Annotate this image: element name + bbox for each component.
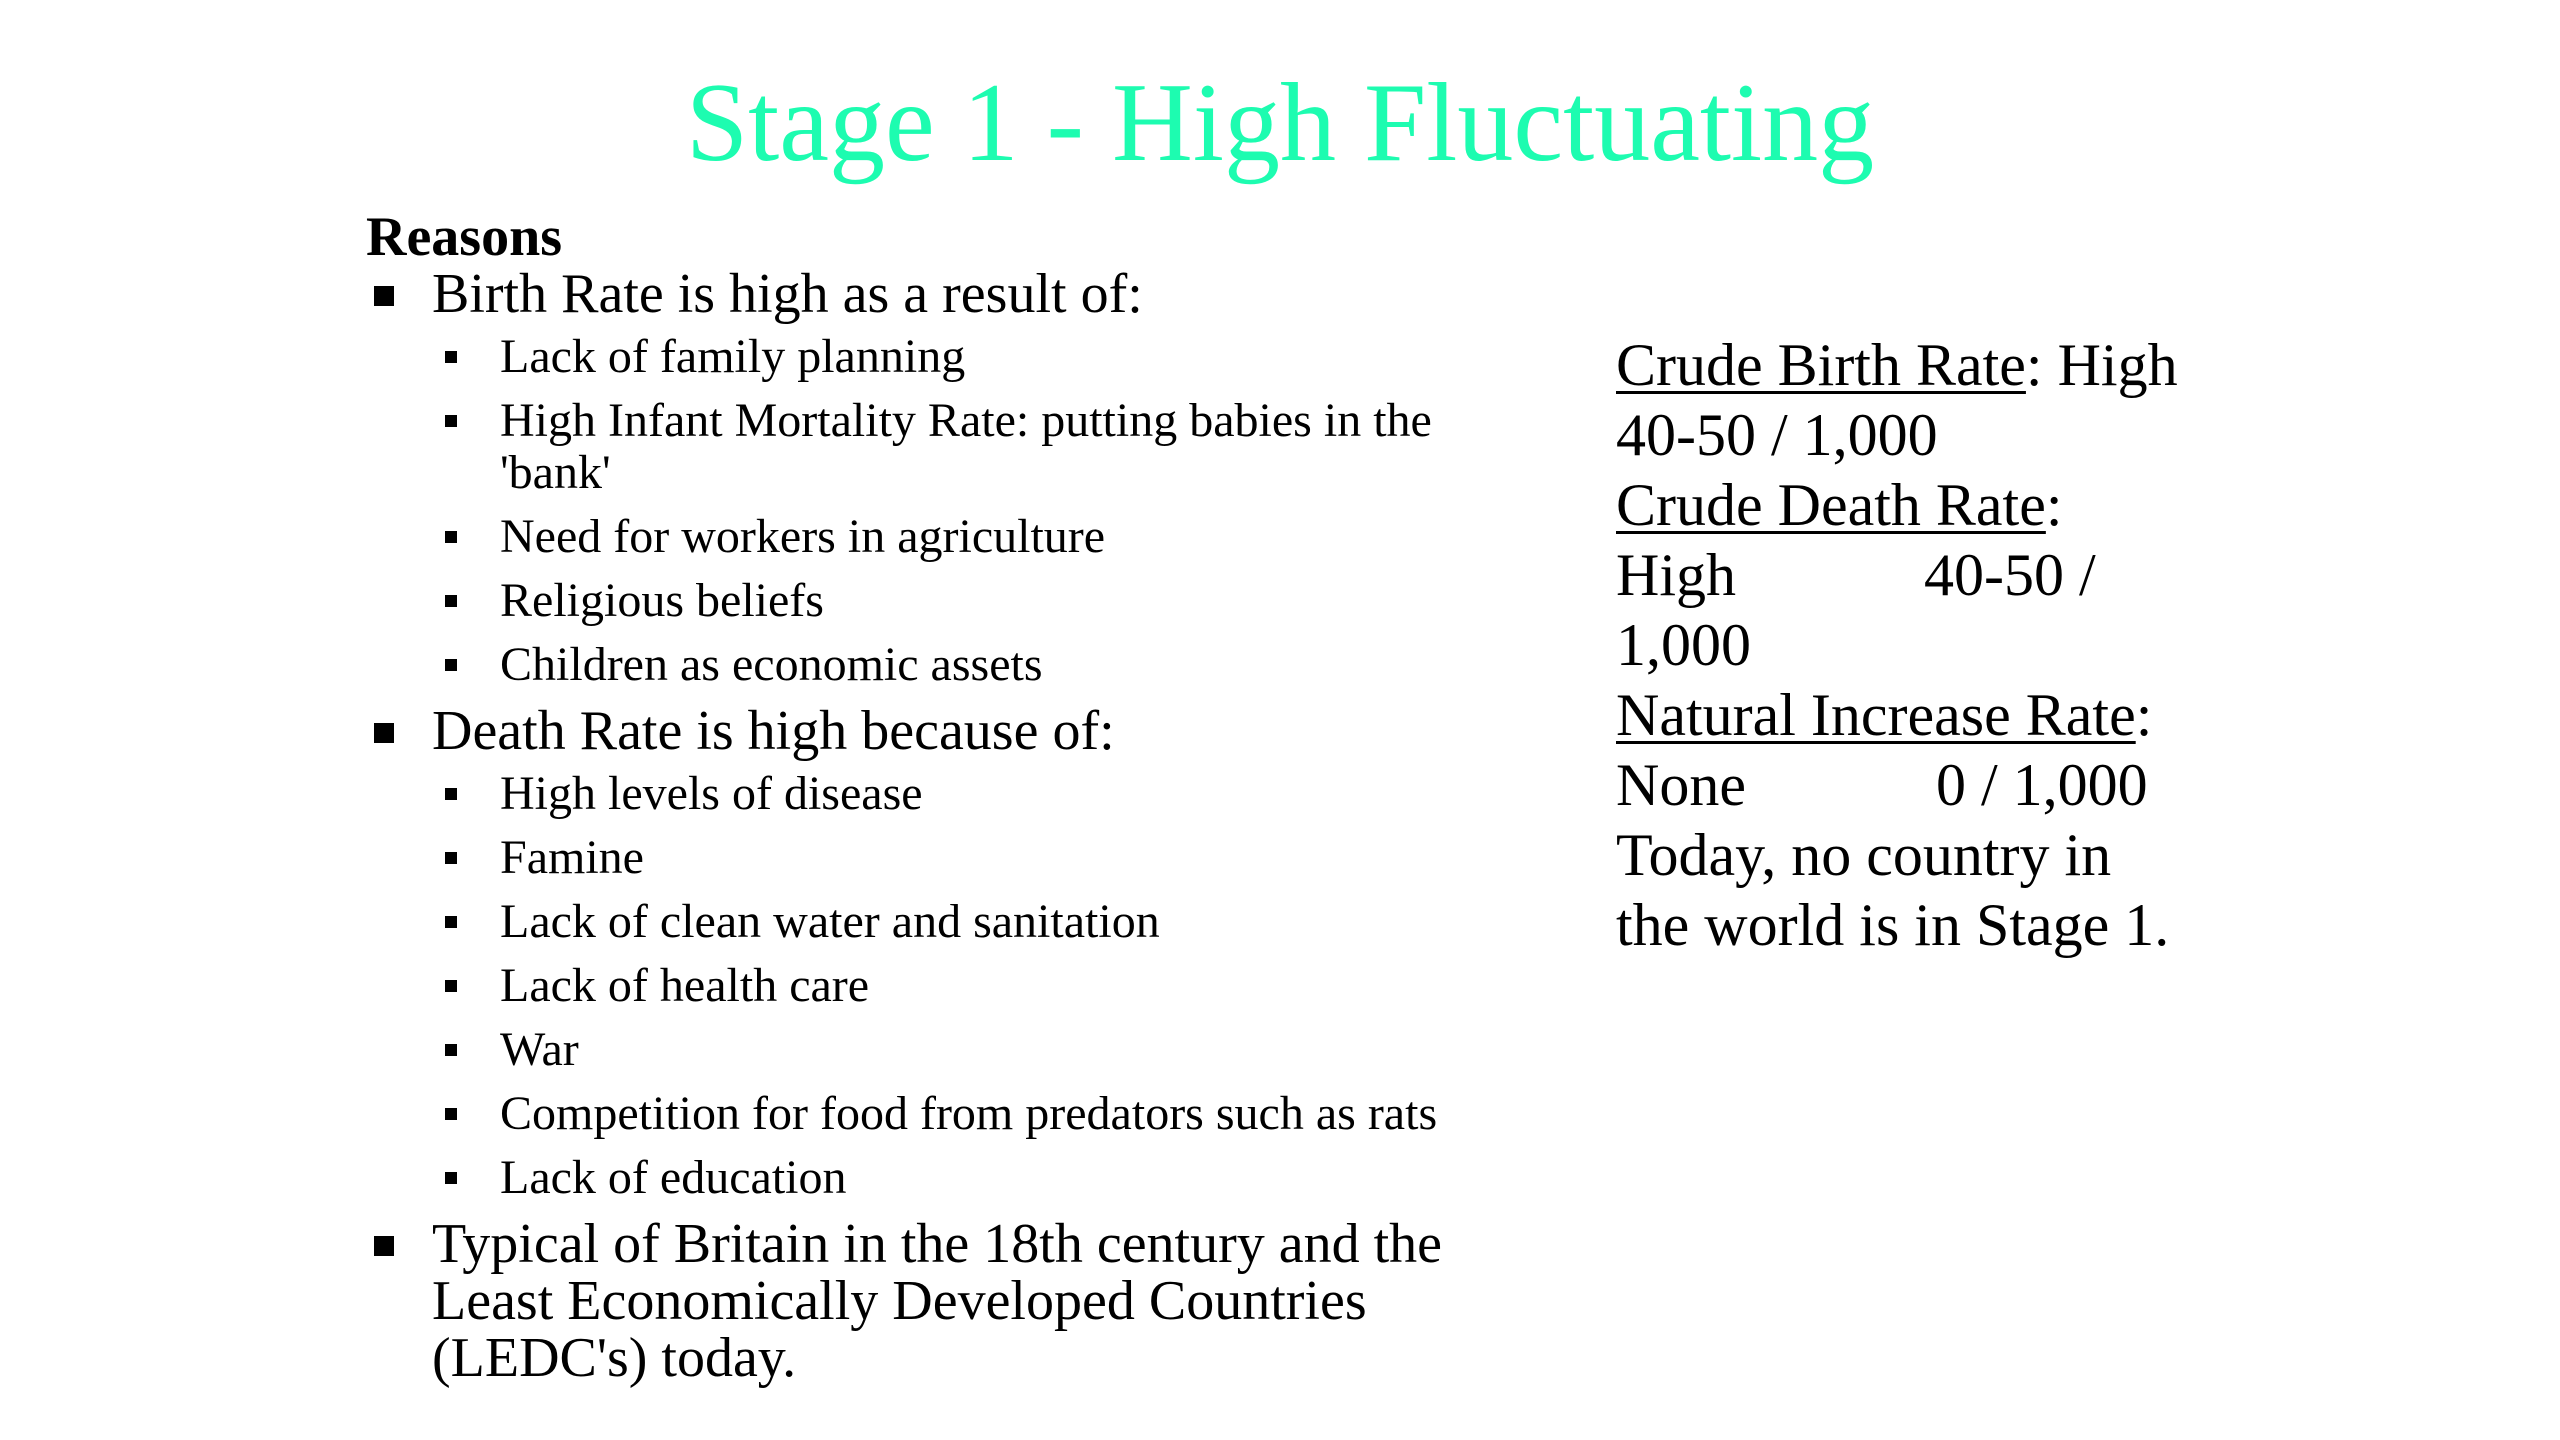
birth-rate-point-text: Birth Rate is high as a result of: [432,263,1143,325]
small-square-bullet-icon [445,531,457,543]
list-item-text: Lack of education [500,1151,847,1204]
small-square-bullet-icon [445,595,457,607]
small-square-bullet-icon [445,788,457,800]
crude-death-rate-value: 40-50 / [1924,542,2096,608]
crude-death-rate-values [1616,540,2336,610]
crude-birth-rate-label: Crude Birth Rate [1616,332,2026,398]
stage-note-line-2: the world is in Stage 1. [1616,892,2170,958]
typical-of-point [366,1213,1526,1389]
square-bullet-icon [374,286,394,306]
reasons-heading: Reasons [366,206,563,268]
small-square-bullet-icon [445,916,457,928]
small-square-bullet-icon [445,659,457,671]
list-item-text: High levels of disease [500,767,923,820]
list-item [366,331,1526,383]
crude-birth-rate-separator: : [2025,332,2043,398]
crude-birth-rate-level: High [2057,332,2178,398]
typical-of-point-text: Typical of Britain in the 18th century and the Least Economically Developed Countries (LEDC's) today. [432,1213,1443,1389]
list-item [366,832,1526,884]
natural-increase-rate-separator: : [2135,682,2153,748]
slide-title: Stage 1 - High Fluctuating [685,61,1875,185]
list-item-text: Competition for food from predators such as rats [500,1087,1438,1140]
crude-death-rate-label: Crude Death Rate [1616,472,2046,538]
reasons-list [366,263,1526,1389]
square-bullet-icon [374,723,394,743]
list-item-text: Need for workers in agriculture [500,510,1106,563]
natural-increase-rate-level: None [1616,752,1746,818]
natural-increase-rate-values [1616,750,2336,820]
crude-death-rate-line [1616,470,2336,540]
death-rate-point-text: Death Rate is high because of: [432,700,1115,762]
list-item [366,768,1526,820]
small-square-bullet-icon [445,351,457,363]
list-item-text: Lack of family planning [500,330,966,383]
small-square-bullet-icon [445,1108,457,1120]
list-item [366,896,1526,948]
list-item-text: High Infant Mortality Rate: putting babies in the 'bank' [500,394,1432,499]
natural-increase-rate-label: Natural Increase Rate [1616,682,2136,748]
reasons-section [366,208,1526,1387]
natural-increase-rate-line [1616,680,2336,750]
list-item-text: Religious beliefs [500,574,824,627]
list-item [366,639,1526,691]
death-rate-reasons [432,768,1526,1204]
list-item-text: Lack of clean water and sanitation [500,895,1160,948]
list-item [366,960,1526,1012]
list-item [366,1088,1526,1140]
birth-rate-point [366,263,1526,691]
birth-rate-reasons [432,331,1526,691]
list-item [366,1024,1526,1076]
small-square-bullet-icon [445,1172,457,1184]
small-square-bullet-icon [445,415,457,427]
list-item [366,1152,1526,1204]
crude-death-rate-level: High [1616,542,1736,608]
stage-note-line-1: Today, no country in [1616,822,2112,888]
list-item-text: Famine [500,831,644,884]
small-square-bullet-icon [445,852,457,864]
death-rate-point [366,700,1526,1204]
small-square-bullet-icon [445,1044,457,1056]
square-bullet-icon [374,1236,394,1256]
crude-death-rate-separator: : [2045,472,2063,538]
natural-increase-rate-value: 0 / 1,000 [1936,752,2148,818]
list-item [366,395,1526,499]
list-item [366,575,1526,627]
crude-death-rate-value-continued: 1,000 [1616,612,1751,678]
crude-birth-rate-value: 40-50 / 1,000 [1616,402,1938,468]
list-item-text: War [500,1023,579,1076]
list-item-text: Lack of health care [500,959,870,1012]
rates-panel [1616,330,2336,960]
crude-birth-rate-line [1616,330,2336,400]
list-item-text: Children as economic assets [500,638,1043,691]
list-item [366,511,1526,563]
small-square-bullet-icon [445,980,457,992]
